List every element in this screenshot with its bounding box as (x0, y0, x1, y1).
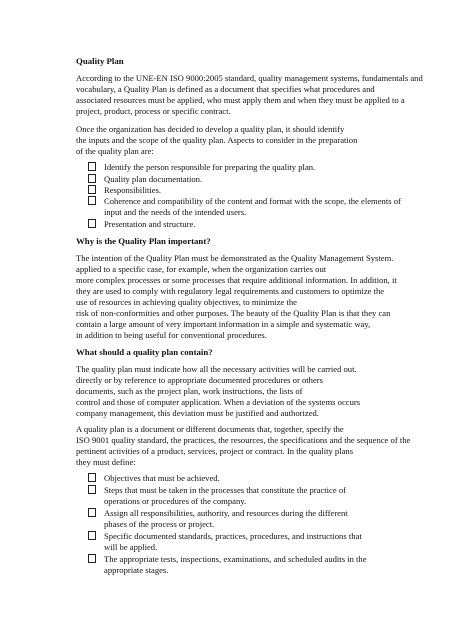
why-line: they are used to comply with regulatory legal requirements and customers to optimize the (76, 286, 385, 296)
list-item-text: Specific documented standards, practices, procedures, and instructions that (104, 531, 362, 541)
list-item (88, 174, 202, 185)
list-item (88, 485, 346, 496)
checkbox-icon (88, 185, 96, 194)
heading-quality-plan: Quality Plan (76, 56, 124, 66)
why-line: The intention of the Quality Plan must be demonstrated as the Quality Management System. (76, 253, 394, 263)
plan-def-line: A quality plan is a document or different documents that, together, specify the (76, 424, 344, 434)
what-line: directly or by reference to appropriate documented procedures or others (76, 375, 323, 385)
plan-def-line: they must define: (76, 457, 136, 467)
list-item (88, 554, 367, 565)
list-item (88, 185, 161, 196)
why-line: use of resources in achieving quality objectives, to minimize the (76, 297, 297, 307)
why-line: in addition to being useful for conventional procedures. (76, 330, 267, 340)
list-item-text: Quality plan documentation. (104, 174, 203, 184)
checkbox-icon (88, 531, 96, 540)
list-item-text: Responsibilities. (104, 185, 162, 195)
checkbox-icon (88, 219, 96, 228)
intro-line: According to the UNE-EN ISO 9000:2005 standard, quality management systems, fundamentals and (76, 73, 423, 83)
why-line: risk of non-conformities and other purposes. The beauty of the Quality Plan is that they can (76, 308, 391, 318)
list-item (88, 162, 315, 173)
list-item-text: The appropriate tests, inspections, examinations, and scheduled audits in the (104, 554, 367, 564)
checkbox-icon (88, 162, 96, 171)
list-item (88, 531, 362, 542)
heading-why: Why is the Quality Plan important? (76, 236, 211, 246)
list-item-continuation: appropriate stages. (104, 565, 169, 575)
once-line: Once the organization has decided to develop a quality plan, it should identify (76, 124, 345, 134)
why-line: applied to a specific case, for example, when the organization carries out (76, 264, 327, 274)
checkbox-icon (88, 485, 96, 494)
intro-line: associated resources must be applied, who must apply them and when they must be applied to a (76, 95, 405, 105)
list-item-continuation: operations or procedures of the company. (104, 496, 247, 506)
list-item-text: Identify the person responsible for preparing the quality plan. (104, 162, 316, 172)
plan-def-line: pertinent activities of a product, services, project or contract. In the quality plans (76, 446, 354, 456)
checkbox-icon (88, 508, 96, 517)
what-line: company management, this deviation must be justified and authorized. (76, 408, 319, 418)
list-item (88, 473, 220, 484)
plan-def-line: ISO 9001 quality standard, the practices, the resources, the specifications and the sequence of the (76, 435, 411, 445)
list-item-text: Assign all responsibilities, authority, and resources during the different (104, 508, 348, 518)
checkbox-icon (88, 196, 96, 205)
list-item-continuation: will be applied. (104, 542, 158, 552)
why-line: more complex processes or some processes that require additional information. In addition, it (76, 275, 397, 285)
what-line: documents, such as the project plan, work instructions, the lists of (76, 386, 303, 396)
checkbox-icon (88, 174, 96, 183)
once-line: of the quality plan are: (76, 146, 154, 156)
list-item-text: Objectives that must be achieved. (104, 473, 220, 483)
what-line: The quality plan must indicate how all the necessary activities will be carried out. (76, 364, 357, 374)
list-item-text: Steps that must be taken in the processes that constitute the practice of (104, 485, 346, 495)
once-line: the inputs and the scope of the quality plan. Aspects to consider in the preparation (76, 135, 358, 145)
what-line: control and those of computer application. When a deviation of the systems occurs (76, 397, 361, 407)
list-item (88, 219, 195, 230)
list-item-continuation: input and the needs of the intended users. (104, 207, 247, 217)
intro-line: vocabulary, a Quality Plan is defined as a document that specifies what procedures and (76, 84, 375, 94)
list-item-text: Presentation and structure. (104, 219, 196, 229)
checkbox-icon (88, 473, 96, 482)
list-item-continuation: phases of the process or project. (104, 519, 215, 529)
list-item (88, 508, 348, 519)
checkbox-icon (88, 554, 96, 563)
why-line: contain a large amount of very important information in a simple and systematic way, (76, 319, 371, 329)
intro-line: project, product, process or specific contract. (76, 106, 231, 116)
list-item (88, 196, 401, 207)
list-item-text: Coherence and compatibility of the content and format with the scope, the elements of (104, 196, 401, 206)
heading-what: What should a quality plan contain? (76, 347, 213, 357)
